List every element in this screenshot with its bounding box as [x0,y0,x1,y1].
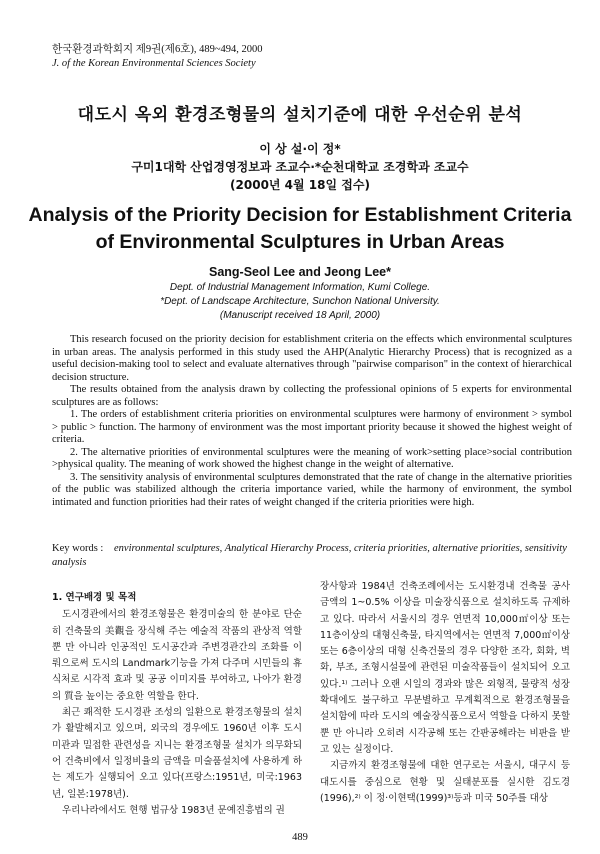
english-title [0,202,600,256]
section-heading: 1. 연구배경 및 목적 [52,592,137,603]
page-number: 489 [292,832,308,843]
body-left-column [52,590,302,819]
keywords-label: Key words : [52,543,104,554]
journal-korean-citation: 한국환경과학회지 제9권(제6호), 489~494, 2000 [52,44,263,55]
english-author-block [0,263,600,323]
body-paragraph: 장사항과 1984년 건축조례에서는 도시환경내 건축물 공사금액의 1~0.5% 이상을 미술장식품으로 설치하도록 규제하고 있다. 따라서 서울시의 경우 연면적 10,000㎡이상 또는 11층이상의 대형신축물, 타지역에서는 연면적 7,000㎡이상 또는 6층이상의 대형 신축건물의 경우 다양한 조각, 회화, 벽화, 부조, 조형시설물에 관련된 미술작품들이 설치되어 오고 있다.¹⁾ 그러나 오랜 시일의 경과와 많은 외형적, 물량적 성장확대에도 불구하고 무분별하고 무계획적으로 환경조형물을 설치함에 따라 도시의 예술장식품으로서 역할을 다하지 못할 뿐 만 아니라 오히려 시각공해 또는 간판공해라는 비판을 받고 있는 실정이다. [320,581,570,755]
body-paragraph: 도시경관에서의 환경조형물은 환경미술의 한 분야로 단순히 건축물의 美觀을 장식해 주는 예술적 작품의 관상적 역할 뿐 만 아니라 인공적인 도시공간과 주변경관간의 조화를 이뤄으로써 도시의 Landmark기능을 가져 다주며 시민들의 휴식처로 시각적 효과 및 공공 이미지를 부여하고, 나아가 환경의 質을 높이는 중요한 역할을 한다. [52,609,302,702]
abstract-finding-2: 2. The alternative priorities of environmental sculptures were the meaning of work>setting place>social contribution >physical quality. The meaning of work showed the highest change in the weight of alternative. [52,446,572,470]
korean-authors: 이 상 설·이 정* [259,142,341,156]
body-paragraph: 최근 쾌적한 도시경관 조성의 일환으로 환경조형물의 설치가 활발해지고 있으며, 외국의 경우에도 1960년 이후 도시미관과 밀접한 관련성을 지니는 환경조형물 설치가 의무화되어 건축비에서 일정비율의 금액을 미술품설치에 사용하게 하는 제도가 실행되어 오고 있다(프랑스:1951년, 미국:1963년, 일본:1978년). [52,707,302,800]
abstract-finding-1: 1. The orders of establishment criteria priorities on environmental sculptures were harmony of environment > symbol > public > function. The harmony of environment was the most important priority because it showed the highest weight of criteria. [52,409,572,445]
korean-title: 대도시 옥외 환경조형물의 설치기준에 대한 우선순위 분석 [77,105,523,125]
korean-author-block [0,140,600,194]
body-paragraph: 우리나라에서도 현행 법규상 1983년 문예진흥법의 권 [62,804,285,816]
journal-english-name: J. of the Korean Environmental Sciences Society [52,58,256,69]
keywords-text: environmental sculptures, Analytical Hierarchy Process, criteria priorities, alternative priorities, sensitivity analysis [52,543,567,568]
abstract [52,334,572,509]
body-right-column [320,579,570,807]
korean-received-date: (2000년 4월 18일 접수) [230,178,370,192]
english-title-line2: of Environmental Sculptures in Urban Areas [95,231,505,253]
english-received-date: (Manuscript received 18 April, 2000) [219,310,381,321]
english-title-line1: Analysis of the Priority Decision for Establishment Criteria [28,204,572,226]
abstract-finding-3: 3. The sensitivity analysis of environmental sculptures demonstrated that the rate of change in the alternative priorities of the public was stabilized although the criteria importance varied, while the harmony of environment, the symbol intimated and function priorities had their rates of weight changed if the criteria priorities were high. [52,471,572,508]
abstract-paragraph: This research focused on the priority decision for establishment criteria on the effects which environmental sculptures in urban areas. The analysis performed in this study used the AHP(Analytic Hierarchy Process) that is recognized as a useful decision-making tool to select and evaluate alternatives through "pairwise comparison" in the context of hierarchical decision structure. [52,334,572,383]
abstract-paragraph: The results obtained from the analysis drawn by collecting the professional opinions of 5 experts for environmental sculptures are as follows: [52,384,572,408]
english-affiliation-2: *Dept. of Landscape Architecture, Sunchon National University. [160,296,440,307]
journal-header [52,43,263,71]
keywords [52,542,572,570]
korean-affiliation: 구미1대학 산업경영정보과 조교수·*순천대학교 조경학과 조교수 [131,160,469,174]
body-paragraph: 지금까지 환경조형물에 대한 연구로는 서울시, 대구시 등 대도시를 중심으로 현황 및 실태분포를 실시한 김도경(1996),²⁾ 이 정·이현택(1999)³⁾등과 미국 50주를 대상 [320,760,570,804]
english-affiliation-1: Dept. of Industrial Management Information, Kumi College. [169,282,431,293]
english-authors: Sang-Seol Lee and Jeong Lee* [209,265,391,279]
